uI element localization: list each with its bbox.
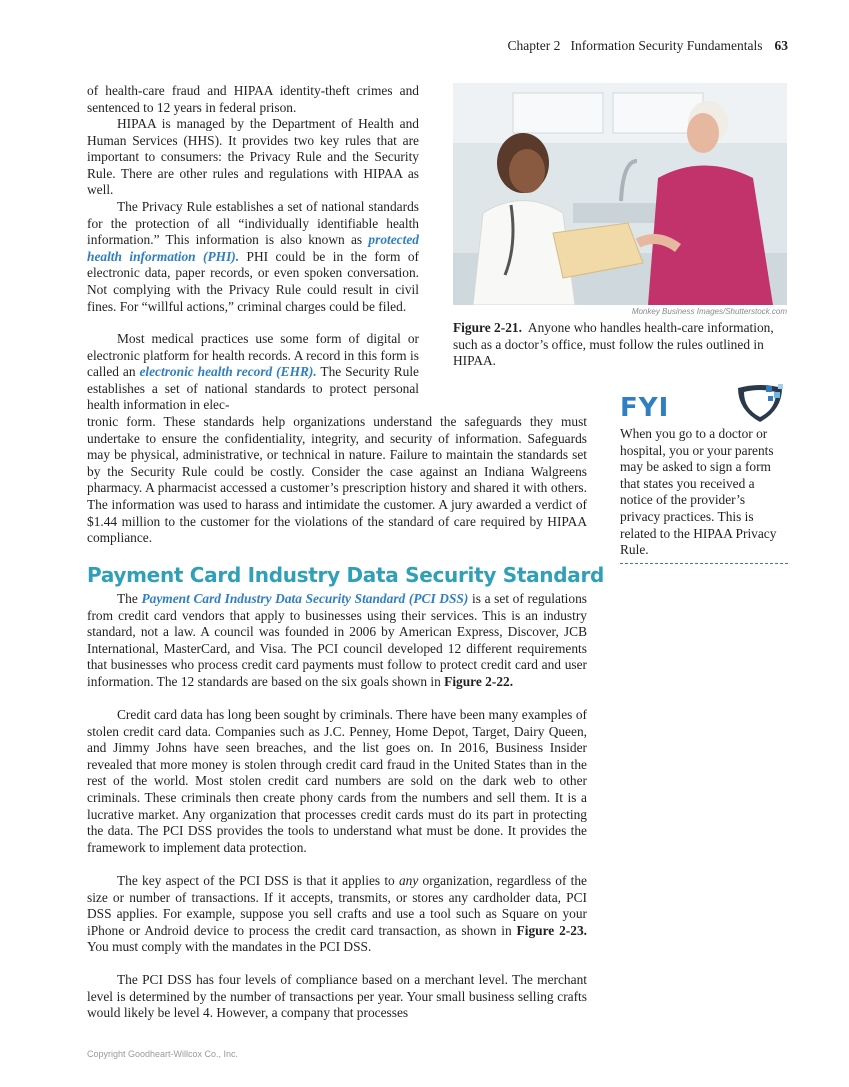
figure-caption: Figure 2-21. Anyone who handles health-care information, such as a doctor’s office, must follow the rules outlined in HIPAA. [453,320,774,369]
doctor-patient-illustration [453,83,787,305]
paragraph-pci-applies: The key aspect of the PCI DSS is that it applies to any organization, regardless of the size or number of transactions. If it accepts, transmits, or stores any cardholder data, PCI DSS applies. For example, suppose you sell crafts and use a tool such as Square on your iPhone or Android device to process the credit card transaction, as shown in Figure 2-23. You must comply with the mandates in the PCI DSS. [87,873,587,955]
term-pci-dss: Payment Card Industry Data Security Standard (PCI DSS) [141,591,469,606]
chapter-title: Information Security Fundamentals [570,38,763,53]
running-header [508,38,788,54]
paragraph-security-rule-cont: tronic form. These standards help organizations understand the safeguards they must undertake to ensure the confidentiality, integrity, and security of information. Safeguards may be physical, administrative, or technical in nature. Failure to maintain the standards set by the Security Rule could be costly. Consider the case against an Indiana Walgreens pharmacy. A pharmacist accessed a customer’s prescription history and shared it with others. The information was used to harass and intimidate the customer. A jury awarded a verdict of $1.44 million to the customer for the violations of the standard of care required by HIPAA compliance. [87,414,587,546]
paragraph-ehr: Most medical practices use some form of digital or electronic platform for health records. A record in this form is called an electronic health record (EHR). The Security Rule establishes a set of national standards to protect personal health information in elec- [87,331,419,413]
paragraph-hipaa-hhs: HIPAA is managed by the Department of Health and Human Services (HHS). It provides two key rules that are important to consumers: the Privacy Rule and the Security Rule. There are other rules and regulations with HIPAA as well. [87,116,419,198]
fyi-text: When you go to a doctor or hospital, you or your parents may be asked to sign a form that states you received a notice of the provider’s privacy practices. This is related to the HIPAA Privacy Rule. [620,426,777,558]
section-heading: Payment Card Industry Data Security Standard [87,563,605,587]
paragraph-pci-intro: The Payment Card Industry Data Security Standard (PCI DSS) is a set of regulations from credit card vendors that apply to businesses using their services. This is an industry standard, not a law. A council was founded in 2006 by American Express, Discover, JCB International, MasterCard, and Visa. The PCI council developed 12 different requirements that businesses who process credit card payments must follow to protect credit card and user information. The 12 standards are based on the six goals shown in Figure 2-22. [87,591,587,689]
shield-icon [732,382,788,424]
figure-label: Figure 2-21. [453,320,522,335]
paragraph-privacy-rule: The Privacy Rule establishes a set of national standards for the protection of all “individually identifiable health information.” This information is also known as protected health information (PHI). PHI could be in the form of electronic data, paper records, or even spoken conversation. Not complying with the Privacy Rule could result in civil fines. For “willful actions,” criminal charges could be filed. [87,199,419,314]
figure-photo-doctor-patient [453,83,787,305]
paragraph-compliance-levels: The PCI DSS has four levels of compliance based on a merchant level. The merchant level is determined by the number of transactions per year. Your small business selling crafts would likely be level 4. However, a company that processes [87,972,587,1021]
term-ehr: electronic health record (EHR). [139,364,317,380]
page-number: 63 [774,38,788,53]
figure-ref-2-22: Figure 2-22. [444,673,514,689]
fyi-title: FYI [620,393,670,423]
fyi-divider [620,563,788,564]
chapter-label: Chapter 2 [507,38,561,53]
paragraph-hipaa-fraud: of health-care fraud and HIPAA identity-theft crimes and sentenced to 12 years in federal prison. [87,83,419,115]
figure-ref-2-23: Figure 2-23. [516,922,587,938]
photo-credit: Monkey Business Images/Shutterstock.com [631,307,787,316]
paragraph-credit-card-fraud: Credit card data has long been sought by criminals. There have been many examples of stolen credit card data. Companies such as J.C. Penney, Home Depot, Target, Dairy Queen, and Jimmy Johns have seen breaches, and the list goes on. In 2016, Business Insider revealed that more money is stolen through credit card fraud in the United States than in the rest of the world. Most stolen credit card numbers are sold on the dark web to other criminals. These criminals then create phony cards from the numbers and sell them. It is a lucrative market. Any organization that processes credit cards must do its part in protecting the data. The PCI DSS provides the tools to understand what must be done. It provides the framework to implement data protection. [87,707,587,855]
copyright-footer: Copyright Goodheart-Willcox Co., Inc. [87,1049,239,1059]
term-phi: protected health information (PHI). [87,232,419,264]
